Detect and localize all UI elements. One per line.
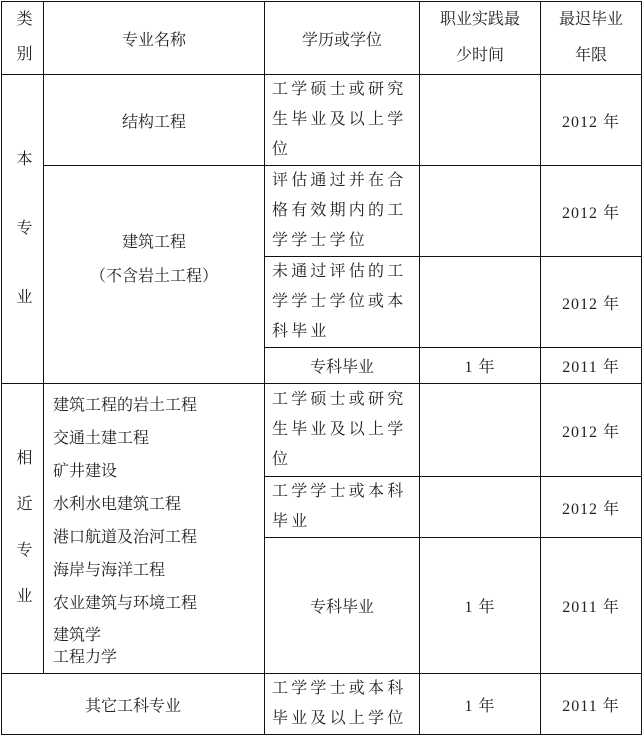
practice	[420, 257, 541, 348]
table-row	[2, 384, 642, 477]
header-min-practice: 职业实践最少时间	[420, 2, 541, 75]
list-item: 交通土建工程	[53, 429, 150, 447]
list-item: 建筑学	[53, 626, 102, 644]
table-row	[2, 75, 642, 166]
degree: 评估通过并在合格有效期内的工学学士学位	[265, 166, 420, 257]
practice	[420, 384, 541, 477]
practice: 1 年	[420, 538, 541, 674]
degree: 专科毕业	[265, 538, 420, 674]
header-row	[2, 2, 642, 75]
practice	[420, 477, 541, 538]
practice: 1 年	[420, 348, 541, 384]
header-category: 类别	[2, 2, 44, 75]
degree: 工学硕士或研究生毕业及以上学位	[265, 384, 420, 477]
list-item: 建筑工程的岩土工程	[53, 396, 198, 414]
degree: 未通过评估的工学学士学位或本科毕业	[265, 257, 420, 348]
degree: 工学学士或本科毕业	[265, 477, 420, 538]
major-name	[44, 166, 265, 384]
year: 2011 年	[541, 348, 642, 384]
majors-list	[44, 384, 265, 674]
header-major-name: 专业名称	[44, 2, 265, 75]
list-item: 农业建筑与环境工程	[53, 594, 198, 612]
header-degree: 学历或学位	[265, 2, 420, 75]
year: 2011 年	[541, 538, 642, 674]
major-name-note: （不含岩土工程）	[89, 267, 218, 285]
list-item: 海岸与海洋工程	[53, 561, 166, 579]
list-item: 工程力学	[53, 648, 118, 666]
year: 2012 年	[541, 477, 642, 538]
list-item: 水利水电建筑工程	[53, 495, 182, 513]
practice: 1 年	[420, 674, 541, 735]
year: 2012 年	[541, 75, 642, 166]
year: 2012 年	[541, 257, 642, 348]
category-cell: 本专业	[2, 75, 44, 384]
category-cell: 其它工科专业	[2, 674, 265, 735]
practice	[420, 75, 541, 166]
table-row	[2, 674, 642, 735]
degree: 工学硕士或研究生毕业及以上学位	[265, 75, 420, 166]
degree: 工学学士或本科毕业及以上学位	[265, 674, 420, 735]
year: 2012 年	[541, 384, 642, 477]
header-latest-grad: 最迟毕业年限	[541, 2, 642, 75]
practice	[420, 166, 541, 257]
year: 2011 年	[541, 674, 642, 735]
year: 2012 年	[541, 166, 642, 257]
major-name-text: 建筑工程	[121, 233, 186, 251]
category-cell: 相近专业	[2, 384, 44, 674]
list-item: 矿井建设	[53, 462, 118, 480]
major-name: 结构工程	[44, 75, 265, 166]
degree: 专科毕业	[265, 348, 420, 384]
table-row	[2, 166, 642, 257]
list-item: 港口航道及治河工程	[53, 528, 198, 546]
graduation-requirements-table	[1, 1, 642, 735]
